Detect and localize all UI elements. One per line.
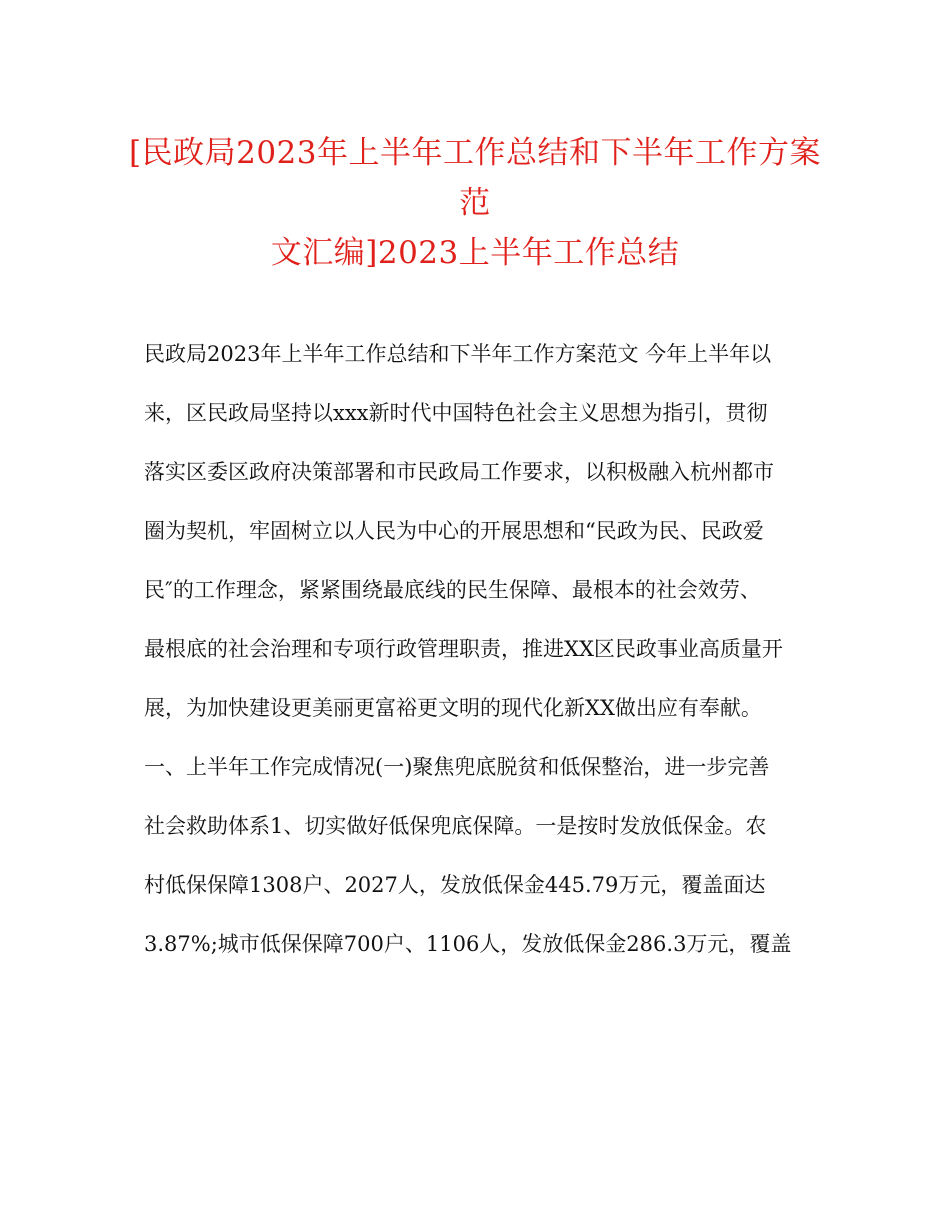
body-line: 一、上半年工作完成情况(一)聚焦兜底脱贫和低保整治，进一步完善: [144, 755, 770, 779]
body-line: 展，为加快建设更美丽更富裕更文明的现代化新XX做出应有奉献。: [144, 696, 762, 720]
body-line: 落实区委区政府决策部署和市民政局工作要求，以积极融入杭州都市: [144, 460, 774, 484]
title-line-2: 文汇编]2023上半年工作总结: [270, 235, 680, 271]
document-body: [144, 334, 806, 983]
body-line: 社会救助体系1、切实做好低保兜底保障。一是按时发放低保金。农: [144, 814, 767, 838]
body-line: 村低保保障1308户、2027人，发放低保金445.79万元，覆盖面达: [144, 873, 766, 897]
body-line: 圈为契机，牢固树立以人民为中心的开展思想和“民政为民、民政爱: [144, 519, 764, 543]
body-line: 民″的工作理念，紧紧围绕最底线的民生保障、最根本的社会效劳、: [144, 578, 761, 602]
title-line-1: [民政局2023年上半年工作总结和下半年工作方案范: [129, 135, 821, 221]
body-line: 民政局2023年上半年工作总结和下半年工作方案范文 今年上半年以: [144, 342, 772, 366]
body-line: 最根底的社会治理和专项行政管理职责，推进XX区民政事业高质量开: [144, 637, 783, 661]
document-title: [120, 128, 830, 278]
body-line: 来，区民政局坚持以xxx新时代中国特色社会主义思想为指引，贯彻: [144, 401, 768, 425]
body-line: 3.87%;城市低保保障700户、1106人，发放低保金286.3万元，覆盖: [144, 932, 792, 956]
